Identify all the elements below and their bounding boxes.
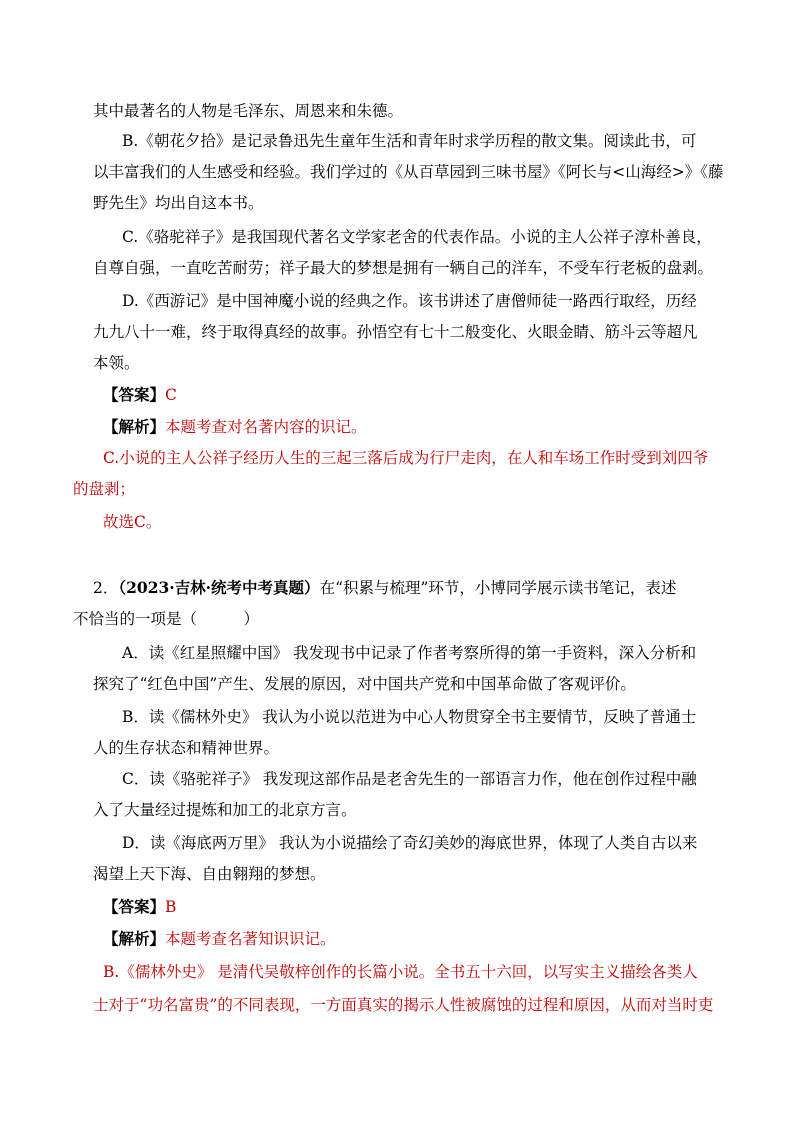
q2-source: （2023·吉林·统考中考真题） <box>118 578 320 597</box>
q1-option-b-line2: 以丰富我们的人生感受和经验。我们学过的《从百草园到三味书屋》《阿长与<山海经>》《藤 <box>93 163 724 181</box>
q1-answer <box>103 384 177 406</box>
analysis-label: 【解析】 <box>103 417 166 436</box>
q2-number: 2． <box>93 579 119 597</box>
q2-stem-line2: 不恰当的一项是（ ） <box>73 610 260 628</box>
q2-explanation-line1: B.《儒林外史》 是清代吴敬梓创作的长篇小说。全书五十六回，以写实主义描绘各类人 <box>103 963 698 981</box>
q1-conclusion: 故选C。 <box>103 513 162 531</box>
analysis-text: 本题考查名著知识识记。 <box>165 930 336 948</box>
q1-option-d-line1: D.《西游记》是中国神魔小说的经典之作。该书讲述了唐僧师徒一路西行取经，历经 <box>122 292 697 310</box>
q2-stem-line1 <box>93 577 676 599</box>
q1-option-c-line1: C.《骆驼祥子》是我国现代著名文学家老舍的代表作品。小说的主人公祥子淳朴善良， <box>122 228 712 246</box>
q2-option-a-line2: 探究了“红色中国”产生、发展的原因，对中国共产党和中国革命做了客观评价。 <box>93 675 636 693</box>
explanation-text-c: 的不同表现，一方面真实的揭示人性被腐蚀的过程和原因，从而对当时吏 <box>217 996 714 1014</box>
answer-value: C <box>165 386 177 404</box>
q2-option-d-line1: D．读《海底两万里》 我认为小说描绘了奇幻美妙的海底世界，体现了人类自古以来 <box>122 834 698 852</box>
answer-label: 【答案】 <box>103 897 166 916</box>
q2-option-b-line1: B．读《儒林外史》 我认为小说以范进为中心人物贯穿全书主要情节，反映了普通士 <box>122 708 697 726</box>
q2-analysis <box>103 928 336 950</box>
q2-option-d-line2: 渴望上天下海、自由翱翔的梦想。 <box>93 865 326 883</box>
q2-option-c-line1: C．读《骆驼祥子》 我发现这部作品是老舍先生的一部语言力作，他在创作过程中融 <box>122 770 697 788</box>
q1-explanation-line2: 的盘剥； <box>73 480 136 498</box>
q2-option-a-line1: A．读《红星照耀中国》 我发现书中记录了作者考察所得的第一手资料，深入分析和 <box>122 644 697 662</box>
explanation-highlight: “功名富贵” <box>139 996 218 1014</box>
q1-option-c-line2: 自尊自强，一直吃苦耐劳；祥子最大的梦想是拥有一辆自己的洋车，不受车行老板的盘剥。 <box>93 259 714 277</box>
q1-explanation-line1: C.小说的主人公祥子经历人生的三起三落后成为行尸走肉，在人和车场工作时受到刘四爷 <box>103 449 709 467</box>
answer-label: 【答案】 <box>103 385 166 404</box>
analysis-text: 本题考查对名著内容的识记。 <box>165 418 367 436</box>
q2-stem-text: 在“积累与梳理”环节，小博同学展示读书笔记，表述 <box>319 579 677 597</box>
q1-option-b-line1: B.《朝花夕拾》是记录鲁迅先生童年生活和青年时求学历程的散文集。阅读此书，可 <box>122 132 697 150</box>
q1-intro-line: 其中最著名的人物是毛泽东、周恩来和朱德。 <box>93 102 404 120</box>
q1-option-d-line2: 九九八十一难，终于取得真经的故事。孙悟空有七十二般变化、火眼金睛、筋斗云等超凡 <box>93 323 698 341</box>
answer-value: B <box>165 898 177 916</box>
q2-option-c-line2: 入了大量经过提炼和加工的北京方言。 <box>93 801 357 819</box>
q2-option-b-line2: 人的生存状态和精神世界。 <box>93 739 280 757</box>
explanation-text-a: 士对于 <box>93 996 140 1014</box>
q1-option-b-line3: 野先生》均出自这本书。 <box>93 194 264 212</box>
q1-option-d-line3: 本领。 <box>93 354 140 372</box>
analysis-label: 【解析】 <box>103 929 166 948</box>
q2-explanation-line2 <box>93 994 713 1016</box>
q1-analysis <box>103 416 367 438</box>
q2-answer <box>103 896 176 918</box>
